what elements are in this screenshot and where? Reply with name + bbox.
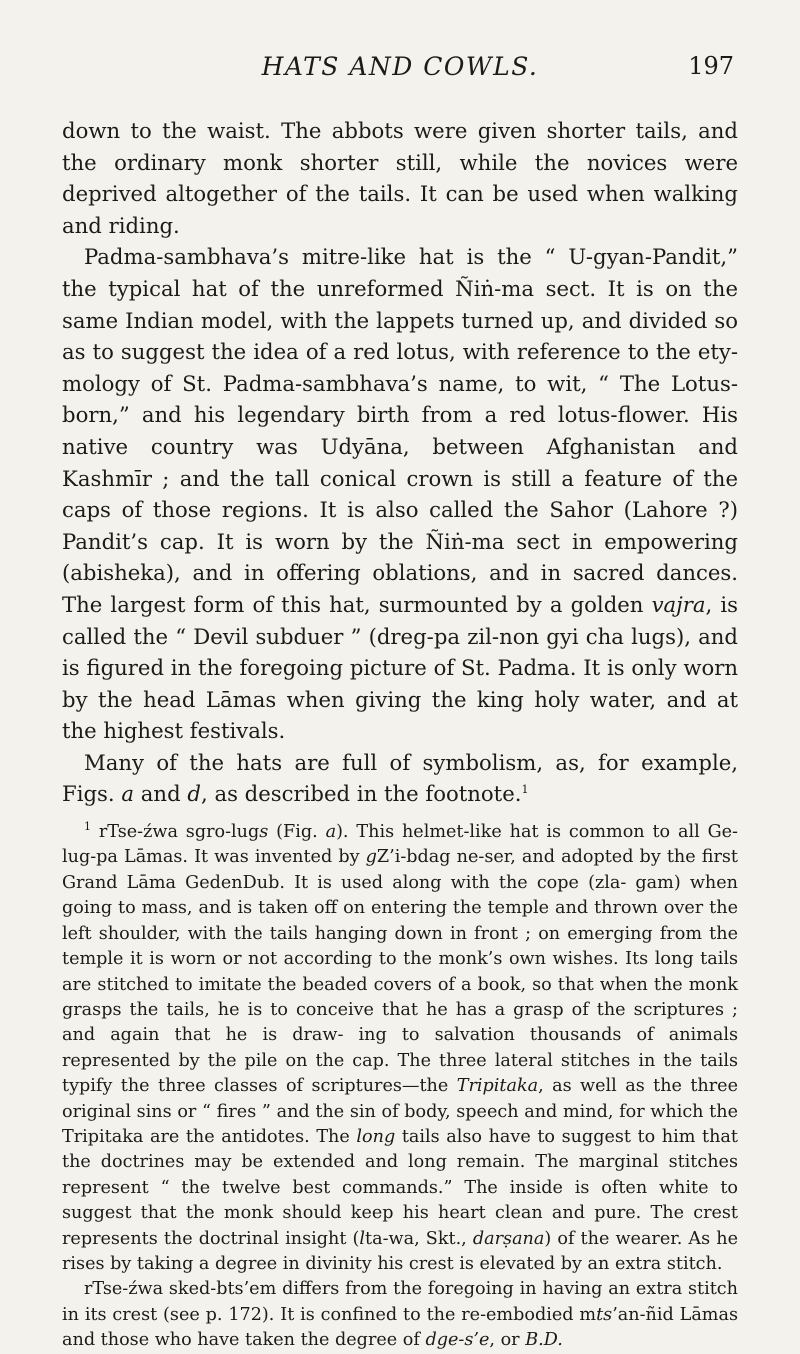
footnote-1-continued: rTse-źwa sked-bts’em differs from the foregoing in having an extra stitch in its crest (see p. 172). It is confined to the re-embodied mts’an-ñid Lāmas and those who have taken the degree of dge-s’e, or B.D. — [62, 1279, 739, 1351]
figure-ref-d: d — [187, 781, 201, 807]
figure-ref-a: a — [121, 781, 135, 807]
main-text — [62, 115, 738, 810]
paragraph-3: Many of the hats are full of symbolism, as, for example, Figs. a and d, as described in the footnote.$^1$ — [62, 749, 738, 807]
running-title: HATS AND COWLS. — [261, 52, 539, 81]
footnote-marker: 1 — [521, 783, 529, 797]
paragraph-1: down to the waist. The abbots were given shorter tails, and the ordinary monk shorter still, while the novices were deprived altogether of the tails. It can be used when walking and riding. — [62, 118, 738, 238]
body-text — [62, 115, 738, 1354]
page-header — [62, 52, 738, 92]
paragraph-2: Padma-sambhava’s mitre-like hat is the “ U-gyan-Pandit,” the typical hat of the unreformed Ñiṅ-ma sect. It is on the same Indian model, with the lappets turned up, and divided so as to suggest the idea of a red lotus, with reference to the ety- mology of St. Padma-sambhava’s name, to wit, “ The Lotus- born,” and his legendary birth from a red lotus-flower. His native country was Udyāna, between Afghanistan and Kashmīr ; and the tall conical crown is still a feature of the caps of those regions. It is also called the Sahor (Lahore ?) Pandit’s cap. It is worn by the Ñiṅ-ma sect in empowering (abisheka), and in offering oblations, and in sacred dances. The largest form of this hat, surmounted by a golden vajra, is called the “ Devil subduer ” (dreg-pa zil-non gyi cha lugs), and is figured in the foregoing picture of St. Padma. It is only worn by the head Lāmas when giving the king holy water, and at the highest festivals. — [62, 244, 738, 744]
italic-term: vajra — [651, 591, 706, 617]
page-number: 197 — [688, 52, 734, 80]
footnote-number: 1 — [84, 820, 91, 834]
footnote-1: $^1$ rTse-źwa sgro-lugs (Fig. a). This helmet-like hat is common to all Ge-lug-pa Lāmas. It was invented by gZ’i-bdag ne-ser, and adopted by the first Grand Lāma GedenDub. It is used along with the cope (zla- gam) when going to mass, and is taken off on entering the temple and thrown over the left shoulder, with the tails hanging down in front ; on emerging from the temple it is worn or not according to the monk’s own wishes. Its long tails are stitched to imitate the beaded covers of a book, so that when the monk grasps the tails, he is to conceive that he has a grasp of the scriptures ; and again that he is draw- ing to salvation thousands of animals represented by the pile on the cap. The three lateral stitches in the tails typify the three classes of scriptures—the Tripitaka, as well as the three original sins or “ fires ” and the sin of body, speech and mind, for which the Tripitaka are the antidotes. The long tails also have to suggest to him that the doctrines may be extended and long remain. The marginal stitches represent “ the twelve best commands.” The inside is often white to suggest that the monk should keep his heart clean and pure. The crest represents the doctrinal insight (lta-wa, Skt., darṣana) of the wearer. As he rises by taking a degree in divinity his crest is elevated by an extra stitch. — [62, 820, 739, 1274]
footnotes — [62, 820, 738, 1354]
